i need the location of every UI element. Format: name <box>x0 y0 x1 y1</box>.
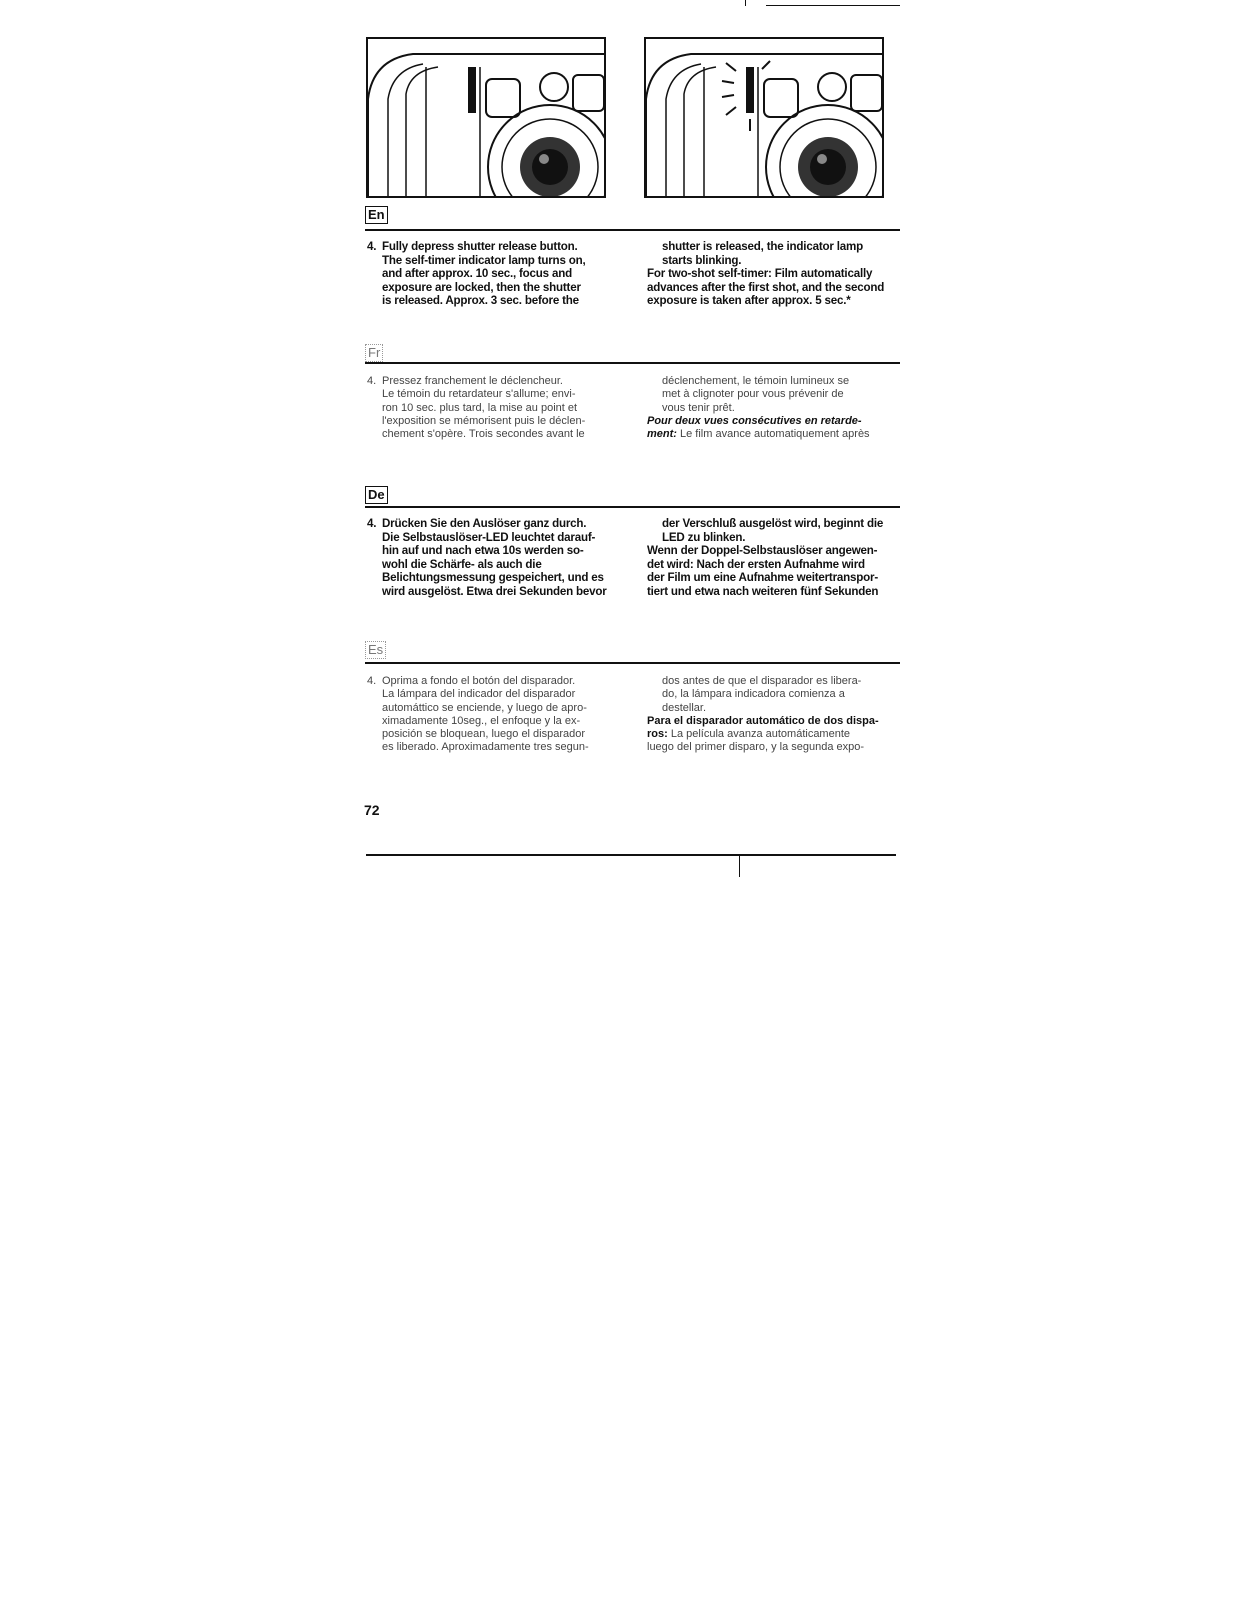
indicator-lamp-icon <box>468 67 476 113</box>
en-left-column: 4. Fully depress shutter release button. The self-timer indicator lamp turns on, and after approx. 10 sec., focus and exposure are locked, then the shutter is released. Approx. 3 sec. before the <box>367 240 586 308</box>
de-left-column: 4. Drücken Sie den Auslöser ganz durch. Die Selbstauslöser-LED leuchtet darauf- hin auf und nach etwa 10s werden so- wohl die Schärfe- als auch die Belichtungsmessung gespeichert, und es wird ausgelöst. Etwa drei Sekunden bevor <box>367 517 607 598</box>
camera-illustration <box>646 39 882 196</box>
language-label-es: Es <box>365 641 386 659</box>
language-label-fr: Fr <box>365 344 383 362</box>
page-number: 72 <box>364 802 380 818</box>
section-divider <box>365 362 900 364</box>
fr-right-column: déclenchement, le témoin lumineux se met à clignoter pour vous prévenir de vous tenir prêt. Pour deux vues consécutives en retarde- ment: Le film avance automatiquement après <box>647 375 892 441</box>
section-divider <box>365 662 900 664</box>
camera-illustration <box>368 39 604 196</box>
figure-self-timer-lamp-blinking <box>644 37 884 198</box>
en-right-column: shutter is released, the indicator lamp starts blinking. For two-shot self-timer: Film automatically advances after the first shot, and the second exposure is taken after approx. 5 sec.* <box>647 240 885 308</box>
double-self-timer-heading: Wenn der Doppel-Selbstauslöser angewen- <box>647 544 878 558</box>
es-left-column: 4. Oprima a fondo el botón del disparador. La lámpara del indicador del disparador automáttico se enciende, y luego de apro- ximadamente 10seg., el enfoque y la ex- posición se bloquean, luego el disparador es liberado. Aproximadamente tres segun- <box>367 675 589 754</box>
crop-mark <box>739 855 740 877</box>
step-number: 4. <box>367 517 377 530</box>
two-shot-heading: Pour deux vues consécutives en retarde- <box>647 414 862 427</box>
top-trim-line <box>766 5 900 6</box>
es-right-column: dos antes de que el disparador es libera- do, la lámpara indicadora comienza a destellar. Para el disparador automático de dos dispa- ros: La película avanza automáticamente luego del primer disparo, y la segunda expo- <box>647 675 892 755</box>
fr-left-column: 4. Pressez franchement le déclencheur. Le témoin du retardateur s'allume; envi- ron 10 sec. plus tard, la mise au point et l'exposition se mémorisent puis le déclen- chement s'opère. Trois secondes avant le <box>367 375 586 441</box>
indicator-lamp-icon <box>746 67 754 113</box>
language-label-en: En <box>365 206 388 224</box>
bottom-trim-line <box>366 854 896 856</box>
two-shot-heading: Para el disparador automático de dos dispa- <box>647 714 879 727</box>
section-divider <box>365 506 900 508</box>
two-shot-heading: For two-shot self-timer: <box>647 267 772 281</box>
language-label-de: De <box>365 486 388 504</box>
crop-mark <box>745 0 746 6</box>
de-right-column: der Verschluß ausgelöst wird, beginnt die LED zu blinken. Wenn der Doppel-Selbstauslöser angewen- det wird: Nach der ersten Aufnahme wird der Film um eine Aufnahme weitertranspor- tiert und etwa nach weiteren fünf Sekunden <box>647 517 892 599</box>
section-divider <box>365 229 900 231</box>
step-number: 4. <box>367 240 377 253</box>
step-number: 4. <box>367 375 377 387</box>
figure-self-timer-lamp-off <box>366 37 606 198</box>
step-number: 4. <box>367 675 377 687</box>
